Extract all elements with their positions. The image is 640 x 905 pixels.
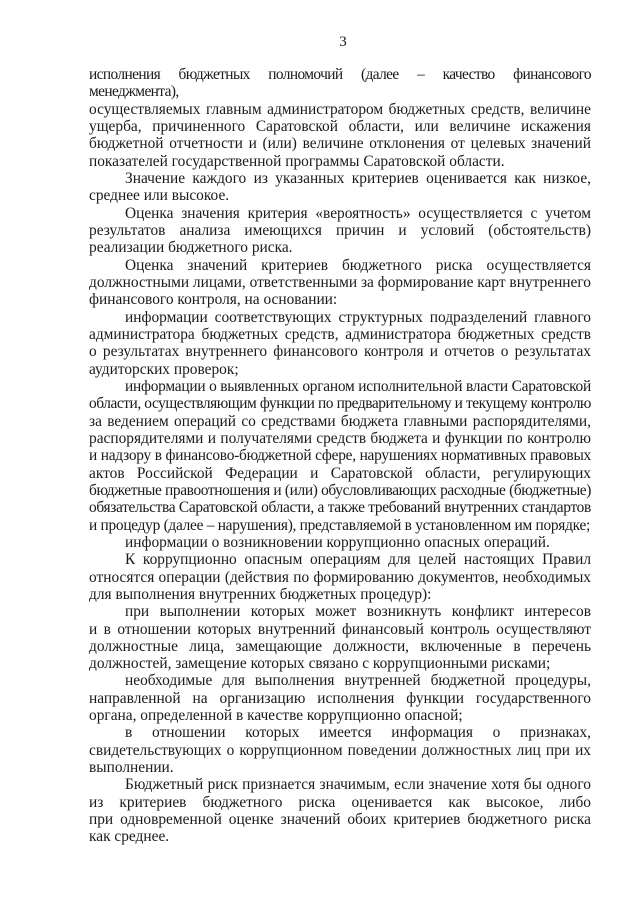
paragraph [89, 66, 591, 170]
text-line: аудиторских проверок; [89, 360, 239, 378]
text-line: при одновременной оценке значений обоих критериев бюджетного риска [89, 811, 591, 829]
text-line: информации соответствующих структурных подразделений главного [125, 308, 591, 326]
text-line: Оценка значения критерия «вероятность» осуществляется с учетом [125, 204, 591, 222]
text-line: как среднее. [89, 828, 170, 846]
paragraph [89, 170, 591, 205]
text-line: необходимые для выполнения внутренней бюджетной процедуры, [125, 672, 591, 690]
paragraph [89, 603, 591, 672]
text-line: актов Российской Федерации и Саратовской области, регулирующих [89, 464, 591, 482]
paragraph [89, 205, 591, 257]
paragraph [89, 309, 591, 378]
text-line: за ведением операций со средствами бюджета главными распорядителями, [89, 412, 591, 430]
text-line: распорядителями и получателями средств бюджета и функции по контролю [89, 429, 591, 447]
text-line: Бюджетный риск признается значимым, если значение хотя бы одного [125, 776, 591, 794]
text-line: и в отношении которых внутренний финансовый контроль осуществляют [89, 620, 591, 638]
paragraph [89, 724, 591, 776]
text-line: осуществляемых главным администратором бюджетных средств, величине [89, 100, 591, 118]
text-line: К коррупционно опасным операциям для целей настоящих Правил [125, 551, 591, 569]
document-body [89, 66, 591, 846]
text-line: должностные лица, замещающие должности, включенные в перечень [89, 637, 591, 655]
page-number: 3 [339, 34, 347, 50]
text-line: бюджетные правоотношения и (или) обусловливающих расходные (бюджетные) [89, 481, 591, 499]
text-line: Оценка значений критериев бюджетного риска осуществляется [125, 256, 591, 274]
text-line: Значение каждого из указанных критериев оценивается как низкое, [125, 169, 591, 187]
text-line: ущерба, причиненного Саратовской области, или величине искажения [89, 117, 591, 135]
text-line: обязательства Саратовской области, а также требований внутренних стандартов [89, 499, 591, 517]
text-line: и надзору в финансово-бюджетной сфере, нарушениях нормативных правовых [89, 447, 591, 465]
text-line: о результатах внутреннего финансового контроля и отчетов о результатах [89, 343, 591, 361]
text-line: информации о возникновении коррупционно опасных операций. [125, 533, 550, 551]
paragraph [89, 551, 591, 603]
text-line: среднее или высокое. [89, 187, 230, 205]
text-line: информации о выявленных органом исполнительной власти Саратовской [125, 377, 591, 395]
text-line: при выполнении которых может возникнуть конфликт интересов [125, 603, 591, 621]
text-line: свидетельствующих о коррупционном поведении должностных лиц при их [89, 741, 591, 759]
text-line: выполнении. [89, 759, 174, 777]
paragraph [89, 534, 591, 551]
text-line: должностными лицами, ответственными за формирование карт внутреннего [89, 273, 591, 291]
paragraph [89, 776, 591, 845]
text-line: из критериев бюджетного риска оценивается как высокое, либо [89, 793, 591, 811]
text-line: органа, определенной в качестве коррупционно опасной; [89, 707, 463, 725]
text-line: результатов анализа имеющихся причин и условий (обстоятельств) [89, 221, 591, 239]
paragraph [89, 257, 591, 309]
text-line: относятся операции (действия по формированию документов, необходимых [89, 568, 591, 586]
text-line: показателей государственной программы Саратовской области. [89, 152, 505, 170]
text-line: для выполнения внутренних бюджетных процедур): [89, 585, 432, 603]
text-line: и процедур (далее – нарушения), представляемой в установленном им порядке; [89, 516, 591, 534]
text-line: исполнения бюджетных полномочий (далее – качество финансового менеджмента), [89, 66, 591, 101]
text-line: должностей, замещение которых связано с коррупционными рисками; [89, 655, 551, 673]
text-line: реализации бюджетного риска. [89, 239, 293, 257]
text-line: бюджетной отчетности и (или) величине отклонения от целевых значений [89, 135, 591, 153]
text-line: направленной на организацию исполнения функции государственного [89, 689, 591, 707]
paragraph [89, 672, 591, 724]
text-line: в отношении которых имеется информация о признаках, [125, 724, 591, 742]
paragraph [89, 378, 591, 534]
text-line: администратора бюджетных средств, администратора бюджетных средств [89, 325, 591, 343]
text-line: области, осуществляющим функции по предварительному и текущему контролю [89, 395, 591, 413]
text-line: финансового контроля, на основании: [89, 291, 338, 309]
